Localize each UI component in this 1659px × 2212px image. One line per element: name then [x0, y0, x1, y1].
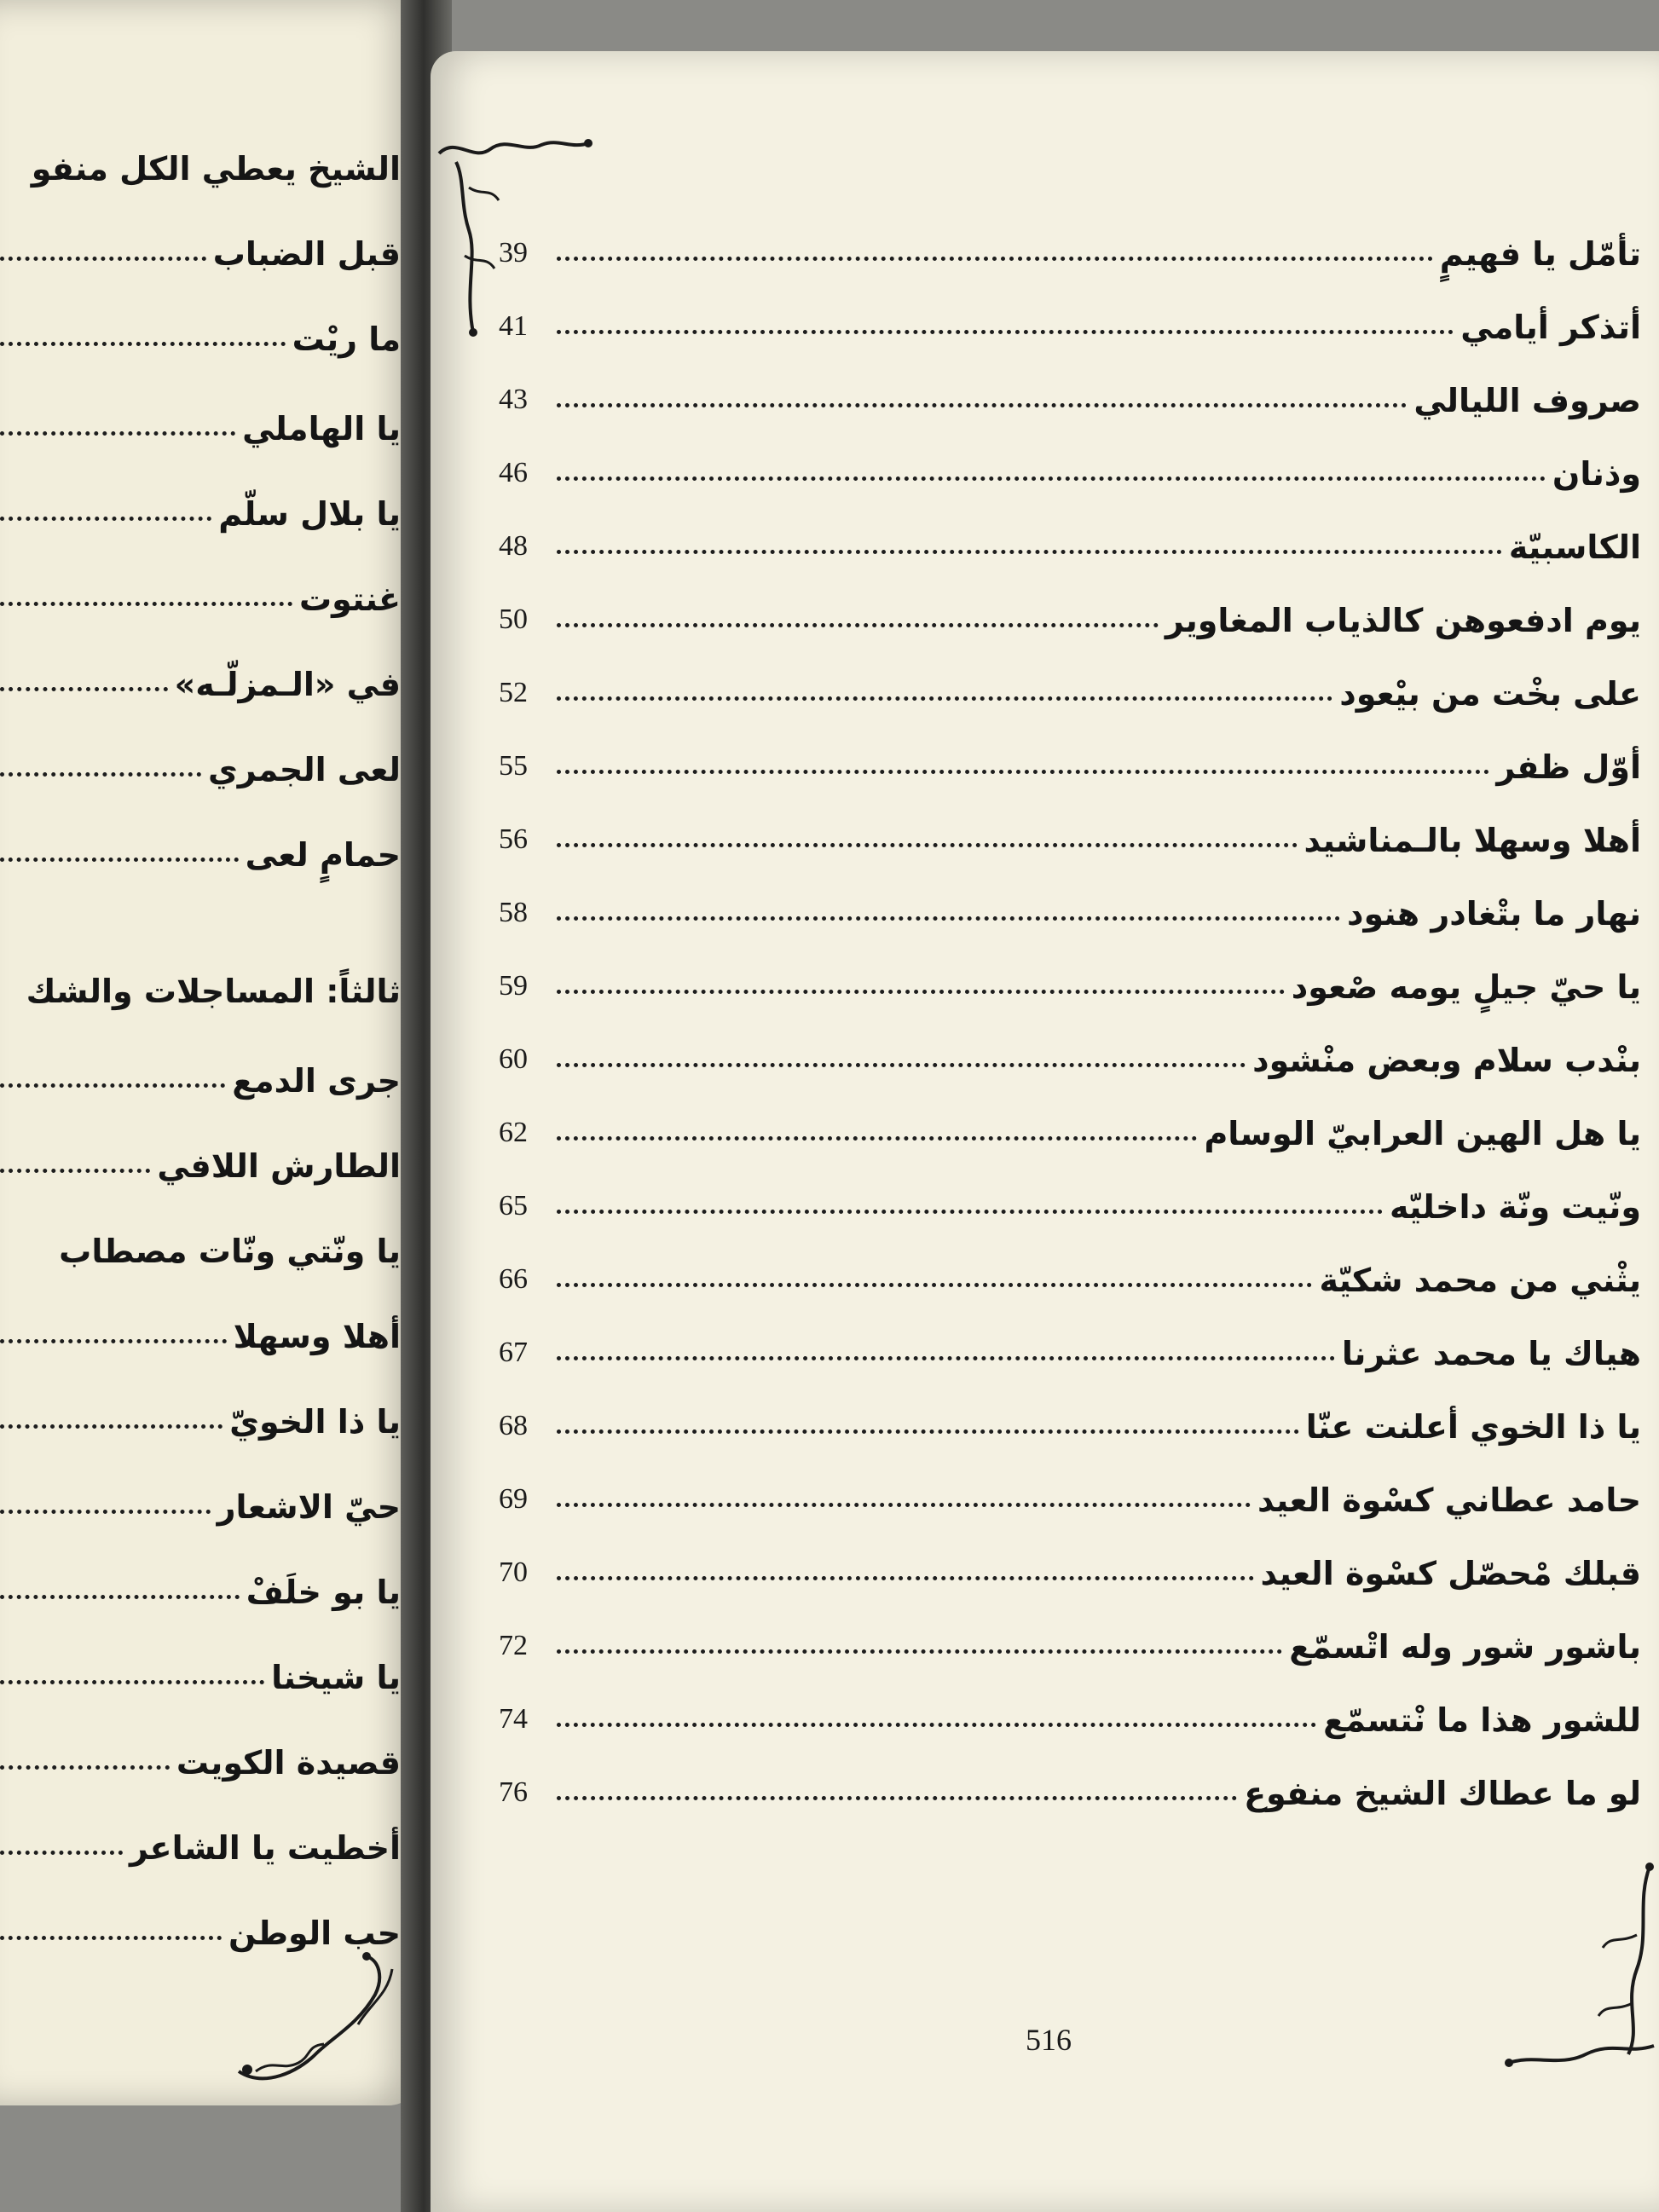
toc-entry-title: للشور هذا ما نْتسمّع [1323, 1701, 1641, 1739]
toc-entry-page: 66 [499, 1263, 528, 1295]
toc-entry-title: يا بلال سلّم [218, 495, 401, 533]
dot-leader [557, 476, 1546, 481]
toc-entry-page: 55 [499, 750, 528, 782]
dot-leader [557, 1503, 1251, 1507]
section-heading [0, 950, 401, 1010]
toc-entry-title: الطارش اللافي [157, 1147, 401, 1185]
toc-entry[interactable] [0, 388, 401, 448]
toc-entry[interactable] [499, 506, 1641, 566]
dot-leader [0, 1936, 222, 1940]
toc-entry[interactable] [499, 1019, 1641, 1079]
toc-entry-title: الشيخ يعطي الكل منفو [31, 150, 401, 188]
toc-entry-title: بنْدب سلام وبعض منْشود [1252, 1042, 1641, 1079]
toc-entry[interactable] [0, 1381, 401, 1441]
dot-leader [557, 1576, 1254, 1580]
toc-entry-title: يثْني من محمد شكيّة [1319, 1262, 1641, 1299]
dot-leader [0, 1424, 223, 1429]
toc-entry-title: تأمّل يا فهيمٍ [1439, 235, 1641, 273]
dot-leader [0, 431, 235, 436]
dot-leader [0, 602, 292, 606]
toc-entry-page: 46 [499, 457, 528, 488]
toc-entry-title: على بخْت من بيْعود [1339, 675, 1641, 713]
toc-entry-page: 60 [499, 1043, 528, 1075]
dot-leader [557, 330, 1454, 334]
toc-entry-title: يا ذا الخويّ [229, 1403, 401, 1441]
corner-ornament-bottom-right [1500, 1850, 1659, 2080]
dot-leader [557, 257, 1433, 261]
toc-entry[interactable] [499, 873, 1641, 933]
toc-entry-title: يا هل الهين العرابيّ الوسام [1204, 1115, 1641, 1152]
toc-entry-title: أتذكر أيامي [1460, 309, 1641, 346]
toc-entry[interactable] [499, 1753, 1641, 1812]
toc-entry[interactable] [0, 1892, 401, 1952]
dot-leader [557, 1283, 1312, 1287]
dot-leader [0, 1083, 225, 1088]
page-number: 516 [1026, 2023, 1072, 2057]
toc-entry-page: 50 [499, 604, 528, 635]
toc-entry-title: لعى الجمري [207, 751, 401, 788]
toc-entry-title: يا الهاملي [242, 410, 401, 448]
toc-entry-title: قصيدة الكويت [176, 1744, 401, 1782]
dot-leader [557, 403, 1407, 407]
toc-entry[interactable] [0, 128, 401, 188]
toc-entry[interactable] [499, 1239, 1641, 1299]
toc-entry[interactable] [499, 213, 1641, 273]
dot-leader [557, 1210, 1383, 1214]
toc-entry[interactable] [499, 1313, 1641, 1372]
toc-entry-title: حامد عطاني كسْوة العيد [1257, 1481, 1641, 1519]
toc-entry-title: يا حيّ جيلٍ يومه صْعود [1291, 968, 1641, 1006]
toc-entry-page: 52 [499, 677, 528, 708]
toc-entry-title: يا ونّتي ونّات مصطاب [59, 1233, 401, 1270]
toc-entry[interactable] [0, 1466, 401, 1526]
toc-entry-title: أخطيت يا الشاعر [130, 1829, 401, 1867]
toc-entry[interactable] [0, 1551, 401, 1611]
toc-entry-title: ونّيت ونّة داخليّه [1389, 1188, 1641, 1226]
dot-leader [0, 1169, 150, 1173]
toc-entry-title: يا شيخنا [271, 1659, 401, 1696]
toc-entry-title: حيّ الاشعار [217, 1488, 401, 1526]
dot-leader [0, 1851, 123, 1855]
toc-entry[interactable] [0, 298, 401, 358]
toc-entry-title: قبلك مْحصّل كسْوة العيد [1260, 1555, 1641, 1592]
toc-entry-title: حب الوطن [228, 1915, 401, 1952]
toc-entry-page: 43 [499, 384, 528, 415]
toc-entry[interactable] [499, 653, 1641, 713]
toc-entry-title: جرى الدمع [232, 1062, 401, 1100]
dot-leader [557, 550, 1502, 554]
toc-entry[interactable] [0, 814, 401, 874]
toc-entry[interactable] [499, 800, 1641, 859]
dot-leader [0, 1510, 211, 1514]
toc-entry-title: أهلا وسهلا بالـمناشيد [1304, 822, 1641, 859]
toc-entry[interactable] [499, 286, 1641, 346]
toc-entry[interactable] [0, 1807, 401, 1867]
dot-leader [557, 1356, 1335, 1360]
toc-entry-page: 70 [499, 1556, 528, 1588]
toc-entry[interactable] [499, 1679, 1641, 1739]
toc-entry-page: 41 [499, 310, 528, 342]
toc-entry[interactable] [499, 726, 1641, 786]
toc-entry[interactable] [0, 729, 401, 788]
dot-leader [0, 1680, 264, 1684]
toc-entry-title: ما ريْت [292, 321, 401, 358]
toc-entry[interactable] [499, 433, 1641, 493]
toc-entry[interactable] [499, 580, 1641, 639]
dot-leader [557, 1136, 1197, 1141]
toc-entry[interactable] [0, 1040, 401, 1100]
dot-leader [557, 916, 1340, 921]
toc-entry[interactable] [0, 1722, 401, 1782]
toc-entry-title: لو ما عطاك الشيخ منفوع [1244, 1775, 1641, 1812]
toc-entry-page: 58 [499, 897, 528, 928]
toc-entry-title: صروف الليالي [1413, 382, 1641, 419]
toc-entry-page: 68 [499, 1410, 528, 1441]
toc-entry-page: 48 [499, 530, 528, 562]
section-heading-title: ثالثاً: المساجلات والشك [26, 973, 401, 1010]
dot-leader [557, 696, 1332, 701]
toc-entry-title: باشور شور وله اتْسمّع [1289, 1628, 1641, 1666]
toc-entry[interactable] [0, 558, 401, 618]
toc-entry-page: 74 [499, 1703, 528, 1735]
toc-entry[interactable] [0, 1637, 401, 1696]
toc-entry[interactable] [0, 1210, 401, 1270]
dot-leader [0, 1339, 227, 1343]
toc-entry[interactable] [0, 473, 401, 533]
toc-entry[interactable] [499, 360, 1641, 419]
toc-entry-title: يوم ادفعوهن كالذياب المغاوير [1165, 602, 1641, 639]
toc-entry[interactable] [499, 1533, 1641, 1592]
dot-leader [557, 770, 1489, 774]
dot-leader [557, 843, 1298, 847]
dot-leader [557, 990, 1285, 994]
toc-entry-title: قبل الضباب [212, 235, 401, 273]
toc-entry-title: أهلا وسهلا [233, 1318, 401, 1355]
toc-entry-page: 59 [499, 970, 528, 1002]
dot-leader [0, 687, 168, 691]
toc-entry-title: يا بو خلَفْ [246, 1574, 401, 1611]
dot-leader [557, 623, 1159, 627]
toc-entry[interactable] [499, 1386, 1641, 1446]
toc-entry-title: يا ذا الخوي أعلنت عنّا [1305, 1408, 1641, 1446]
toc-entry-title: نهار ما بتْغادر هنود [1346, 895, 1641, 933]
toc-entry[interactable] [499, 1093, 1641, 1152]
toc-entry-page: 62 [499, 1117, 528, 1148]
corner-ornament-bottom-left [230, 1943, 401, 2088]
toc-entry-page: 72 [499, 1630, 528, 1661]
dot-leader [557, 1429, 1299, 1434]
dot-leader [557, 1063, 1246, 1067]
dot-leader [0, 342, 286, 346]
toc-entry-title: غنتوت [299, 580, 401, 618]
toc-entry-title: الكاسبيّة [1508, 528, 1641, 566]
toc-entry-title: وذنان [1552, 455, 1641, 493]
toc-entry[interactable] [499, 1166, 1641, 1226]
toc-entry[interactable] [0, 1296, 401, 1355]
toc-entry-page: 56 [499, 823, 528, 855]
dot-leader [0, 772, 201, 777]
dot-leader [557, 1649, 1282, 1654]
dot-leader [0, 517, 211, 521]
toc-entry-title: حمامٍ لعى [245, 836, 401, 874]
dot-leader [0, 257, 206, 261]
toc-entry[interactable] [0, 1125, 401, 1185]
dot-leader [557, 1796, 1237, 1800]
dot-leader [0, 1595, 240, 1599]
toc-entry[interactable] [499, 1459, 1641, 1519]
toc-entry-title: هياك يا محمد عثرنا [1341, 1335, 1641, 1372]
toc-entry-page: 67 [499, 1337, 528, 1368]
toc-entry-page: 76 [499, 1776, 528, 1808]
toc-entry[interactable] [499, 1606, 1641, 1666]
toc-entry[interactable] [499, 946, 1641, 1006]
toc-entry[interactable] [0, 644, 401, 703]
dot-leader [0, 858, 239, 862]
toc-entry-page: 65 [499, 1190, 528, 1222]
dot-leader [0, 1765, 170, 1770]
dot-leader [557, 1723, 1316, 1727]
toc-entry-title: أوّل ظفر [1496, 748, 1641, 786]
toc-entry[interactable] [0, 213, 401, 273]
toc-entry-title: في «الـمزلّـه» [174, 666, 401, 703]
toc-entry-page: 39 [499, 237, 528, 269]
toc-entry-page: 69 [499, 1483, 528, 1515]
